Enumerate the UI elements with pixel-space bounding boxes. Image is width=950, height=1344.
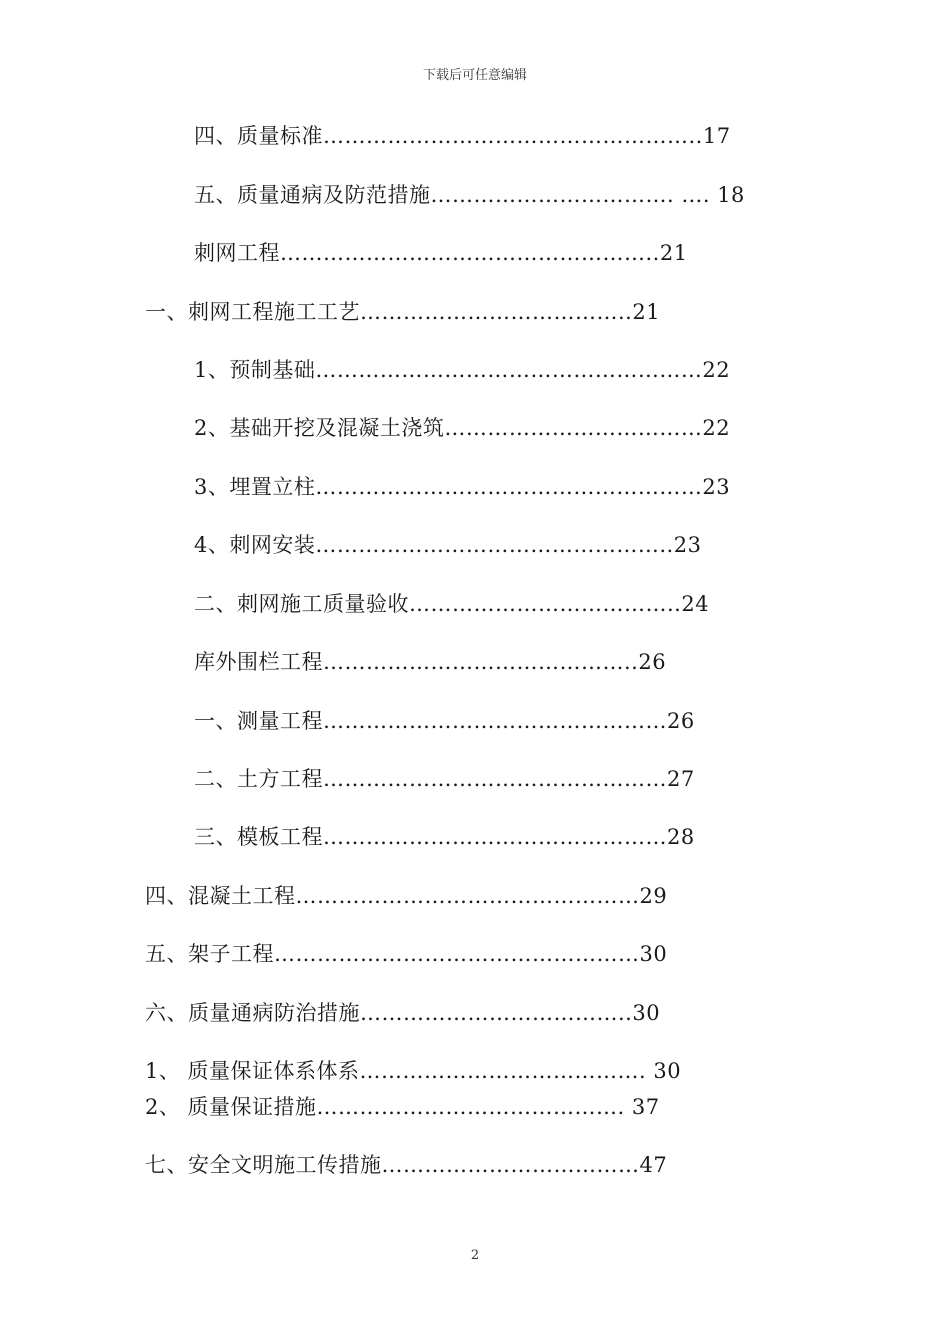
toc-entry[interactable]: 七、安全文明施工传措施………………………………47 (145, 1153, 668, 1177)
toc-entry[interactable]: 五、质量通病及防范措施……………………………. …. 18 (194, 183, 745, 207)
toc-entry[interactable]: 一、刺网工程施工工艺………………………………..21 (145, 300, 661, 324)
toc-entry[interactable]: 刺网工程……………………………………………..21 (194, 241, 688, 265)
toc-entry[interactable]: 2、基础开挖及混凝土浇筑………………………………22 (194, 416, 731, 440)
toc-entry[interactable]: 3、埋置立柱………………………………………………23 (194, 475, 731, 499)
toc-entry[interactable]: 库外围栏工程……………………………………..26 (194, 650, 667, 674)
toc-entry[interactable]: 1、 质量保证体系体系…………………………………. 30 (145, 1059, 682, 1083)
toc-entry[interactable]: 五、架子工程……………………………………………30 (145, 942, 668, 966)
toc-entry[interactable]: 2、 质量保证措施……………………………………. 37 (145, 1095, 660, 1119)
toc-entry[interactable]: 四、混凝土工程…………………………………………29 (145, 884, 668, 908)
toc-entry[interactable]: 4、刺网安装…………………………………………..23 (194, 533, 702, 557)
toc-entry[interactable]: 一、测量工程…………………………………………26 (194, 709, 695, 733)
toc-entry[interactable]: 二、土方工程…………………………………………27 (194, 767, 695, 791)
toc-entry[interactable]: 六、质量通病防治措施………………………………..30 (145, 1001, 661, 1025)
page-number: 2 (470, 1248, 480, 1263)
page-header: 下载后可任意编辑 (422, 68, 527, 83)
toc-entry[interactable]: 四、质量标准……………………………………………..17 (194, 124, 731, 148)
toc-entry[interactable]: 二、刺网施工质量验收………………………………..24 (194, 592, 710, 616)
toc-entry[interactable]: 三、模板工程…………………………………………28 (194, 825, 695, 849)
toc-entry[interactable]: 1、预制基础………………………………………………22 (194, 358, 731, 382)
